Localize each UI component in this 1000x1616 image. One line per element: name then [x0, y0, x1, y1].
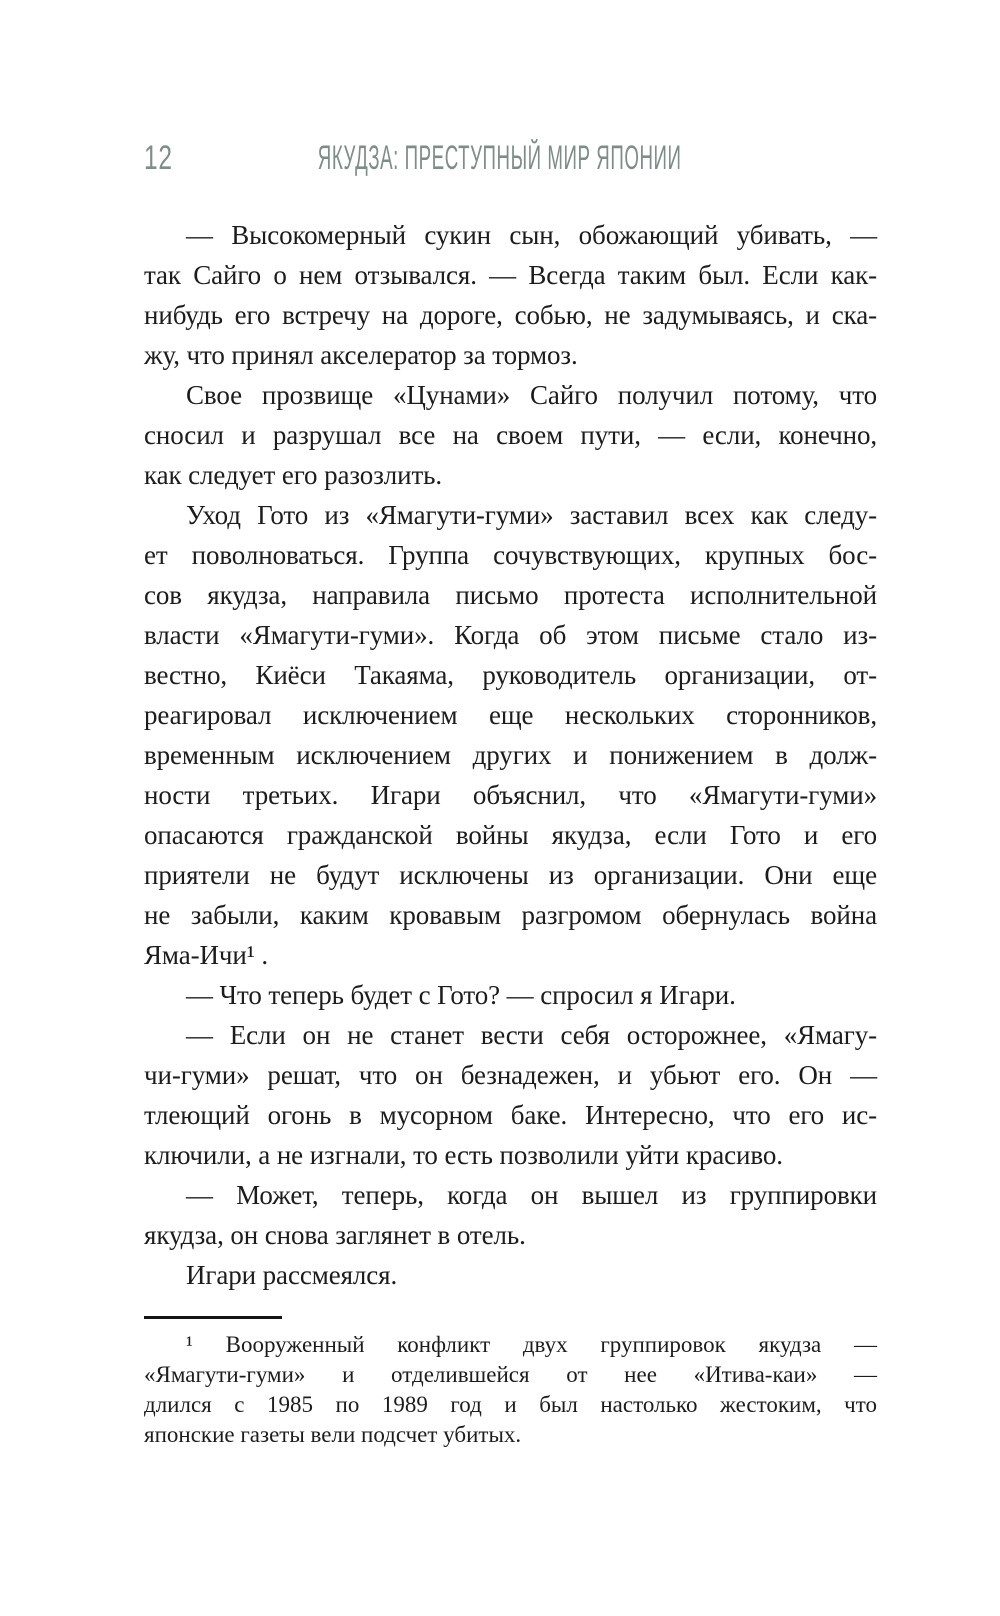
page-number: 12 [144, 139, 173, 177]
text-line: как следует его разозлить. [144, 460, 443, 490]
text-line: нибудь его встречу на дороге, собью, не задумываясь, и ска- [144, 300, 877, 330]
text-line: жу, что принял акселератор за тормоз. [144, 340, 578, 370]
text-line: временным исключением других и понижением в долж- [144, 740, 877, 770]
text-line: так Сайго о нем отзывался. — Всегда таким был. Если как- [144, 260, 877, 290]
paragraph [144, 1330, 877, 1450]
text-line: Свое прозвище «Цунами» Сайго получил потому, что [186, 380, 877, 410]
text-line: якудза, он снова заглянет в отель. [144, 1220, 526, 1250]
text-line: японские газеты вели подсчет убитых. [144, 1422, 522, 1447]
text-line: ¹ Вооруженный конфликт двух группировок якудза — [186, 1332, 877, 1357]
text-line: Уход Гото из «Ямагути-гуми» заставил всех как следу- [186, 500, 877, 530]
text-line: приятели не будут исключены из организации. Они еще [144, 860, 877, 890]
text-line: Игари рассмеялся. [186, 1260, 398, 1290]
text-line: ет поволноваться. Группа сочувствующих, крупных бос- [144, 540, 877, 570]
text-line: сносил и разрушал все на своем пути, — если, конечно, [144, 420, 877, 450]
paragraph [144, 1015, 877, 1175]
running-title: ЯКУДЗА: ПРЕСТУПНЫЙ МИР ЯПОНИИ [318, 139, 682, 177]
paragraph [144, 1255, 877, 1295]
paragraph [144, 975, 877, 1015]
text-line: тлеющий огонь в мусорном баке. Интересно, что его ис- [144, 1100, 877, 1130]
text-line: опасаются гражданской войны якудза, если Гото и его [144, 820, 877, 850]
text-line: длился с 1985 по 1989 год и был настолько жестоким, что [144, 1392, 877, 1417]
text-line: чи-гуми» решат, что он безнадежен, и убьют его. Он — [144, 1060, 877, 1090]
text-line: сов якудза, направила письмо протеста исполнительной [144, 580, 877, 610]
text-line: Яма-Ичи¹ . [144, 940, 269, 970]
text-line: «Ямагути-гуми» и отделившейся от нее «Итива-каи» — [144, 1362, 877, 1387]
footnote [144, 1330, 877, 1450]
text-line: вестно, Киёси Такаяма, руководитель организации, от- [144, 660, 877, 690]
text-line: власти «Ямагути-гуми». Когда об этом письме стало из- [144, 620, 877, 650]
text-line: ключили, а не изгнали, то есть позволили уйти красиво. [144, 1140, 783, 1170]
text-line: реагировал исключением еще нескольких сторонников, [144, 700, 877, 730]
paragraph [144, 495, 877, 975]
text-line: — Высокомерный сукин сын, обожающий убивать, — [186, 220, 877, 250]
running-header [0, 141, 1000, 181]
text-line: — Что теперь будет с Гото? — спросил я Игари. [186, 980, 736, 1010]
body-text [144, 215, 877, 1295]
text-line: не забыли, каким кровавым разгромом обернулась война [144, 900, 877, 930]
running-title-wrap [0, 141, 1000, 175]
text-line: ности третьих. Игари объяснил, что «Ямагути-гуми» [144, 780, 877, 810]
text-line: — Если он не станет вести себя осторожнее, «Ямагу- [186, 1020, 877, 1050]
footnote-separator [144, 1316, 282, 1319]
paragraph [144, 375, 877, 495]
text-line: — Может, теперь, когда он вышел из группировки [186, 1180, 877, 1210]
paragraph [144, 215, 877, 375]
paragraph [144, 1175, 877, 1255]
